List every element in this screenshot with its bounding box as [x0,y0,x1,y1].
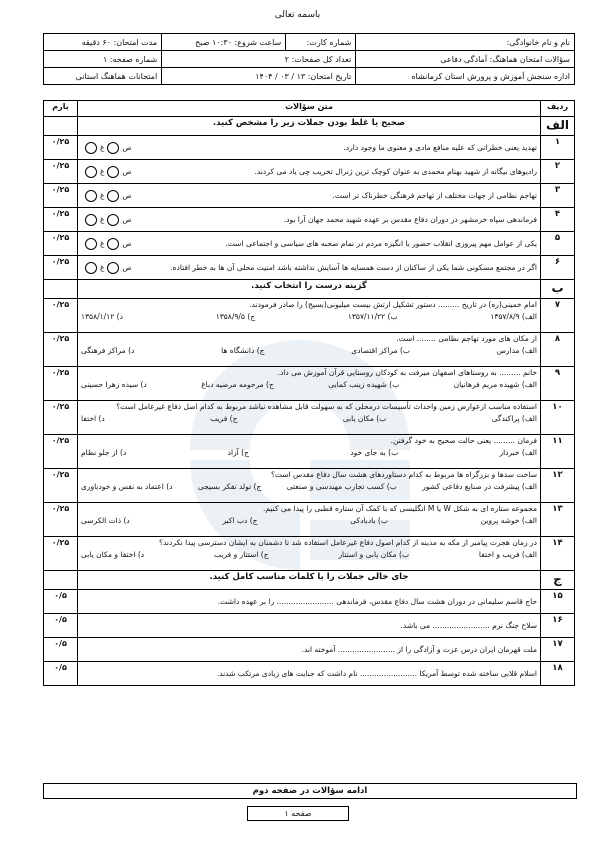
question-score: ۰/۵ [44,662,78,686]
question-score: ۰/۲۵ [44,333,78,367]
question-number: ۷ [541,299,575,333]
question-text: ملت قهرمان ایران درس عزت و آزادگی را از ........................ آموخته اند. [301,645,537,654]
false-choice[interactable] [85,166,97,178]
text-header: متن سؤالات [78,101,541,117]
false-choice[interactable] [85,214,97,226]
question-number: ۱۴ [541,537,575,571]
question-score: ۰/۲۵ [44,184,78,208]
question-score: ۰/۲۵ [44,469,78,503]
question-number: ۴ [541,208,575,232]
question-score: ۰/۵ [44,638,78,662]
false-choice[interactable] [85,262,97,274]
answer-option[interactable]: الف) خبردار [499,448,537,457]
answer-option[interactable]: الف) ۱۳۵۷/۸/۹ [490,312,537,321]
false-label: غ [100,167,105,176]
section-title: گزینه درست را انتخاب کنید. [78,280,541,299]
answer-option[interactable]: ج) دب اکبر [222,516,258,525]
question-score: ۰/۵ [44,614,78,638]
question-text: استفاده مناسب ازعوارض زمین واحداث تأسیسات درمحلی که به سهولت قابل مشاهده نباشد مربوط به کدام اصل دفاع غیرعامل است؟ [116,402,537,411]
question-text-cell [78,401,541,435]
question-text-cell [78,256,541,280]
continue-note: ادامه سؤالات در صفحه دوم [43,783,577,799]
question-text-cell [78,537,541,571]
question-text-cell [78,662,541,686]
true-label: ص [122,143,132,152]
answer-options [81,482,537,491]
answer-options [81,380,537,389]
question-row [44,136,575,160]
answer-option[interactable]: الف) شهیده مریم فرهانیان [453,380,537,389]
answer-option[interactable]: ج) ۱۳۵۸/۹/۵ [215,312,256,321]
question-text-cell [78,469,541,503]
question-row [44,638,575,662]
false-choice[interactable] [85,238,97,250]
section-score-cell [44,117,78,136]
question-score: ۰/۲۵ [44,256,78,280]
question-score: ۰/۲۵ [44,503,78,537]
answer-option[interactable]: الف) خوشه پروین [480,516,537,525]
question-number: ۸ [541,333,575,367]
answer-option[interactable]: ب) کسب تجارب مهندسی و صنعتی [286,482,397,491]
true-label: ص [122,239,132,248]
section-score-cell [44,571,78,590]
answer-option[interactable]: د) اعتماد به نفس و خودباوری [81,482,173,491]
question-number: ۱۷ [541,638,575,662]
answer-option[interactable]: الف) پراکندگی [491,414,537,423]
question-score: ۰/۲۵ [44,299,78,333]
question-text: تهدید یعنی خطراتی که علیه منافع مادی و معنوی ما وجود دارد. [343,143,537,152]
true-false-options [85,190,132,202]
false-label: غ [100,215,105,224]
question-number: ۵ [541,232,575,256]
page-number: شماره صفحه: ۱ [44,51,162,68]
true-label: ص [122,215,132,224]
question-number: ۹ [541,367,575,401]
question-number: ۶ [541,256,575,280]
question-score: ۰/۲۵ [44,160,78,184]
true-label: ص [122,191,132,200]
question-row [44,256,575,280]
question-row [44,160,575,184]
exam-header [43,33,575,85]
question-text-cell [78,160,541,184]
answer-option[interactable]: د) از جلو نظام [81,448,127,457]
true-false-options [85,166,132,178]
question-score: ۰/۲۵ [44,208,78,232]
answer-option[interactable]: ب) ۱۳۵۷/۱۱/۲۲ [347,312,398,321]
false-label: غ [100,239,105,248]
question-text: یکی از عوامل مهم پیروزی انقلاب حضور با انگیزه مردم در تمام صحنه های سیاسی و اجتماعی است. [225,239,537,248]
answer-option[interactable]: ب) شهیده زینب کمایی [328,380,400,389]
answer-option[interactable]: ب) مراکز اقتصادی [351,346,410,355]
answer-option[interactable]: الف) مدارس [496,346,537,355]
question-score: ۰/۲۵ [44,537,78,571]
office: اداره سنجش آموزش و پرورش استان کرمانشاه [356,68,575,85]
true-false-options [85,142,132,154]
exam-type: امتحانات هماهنگ استانی [44,68,162,85]
true-choice[interactable] [107,262,119,274]
answer-option[interactable]: د) ذات الکرسی [81,516,130,525]
answer-option[interactable]: د) ۱۳۵۸/۱/۱۲ [81,312,123,321]
question-text-cell [78,435,541,469]
answer-options [81,414,537,423]
false-label: غ [100,191,105,200]
question-row [44,590,575,614]
answer-option[interactable]: د) مراکز فرهنگی [81,346,135,355]
question-score: ۰/۲۵ [44,435,78,469]
answer-option[interactable]: ج) تولد تفکر بسیجی [197,482,262,491]
question-text: فرماندهی سپاه خرمشهر در دوران دفاع مقدس بر عهده شهید محمد جهان آرا بود. [283,215,537,224]
question-text-cell [78,367,541,401]
answer-options [81,516,537,525]
name-label: نام و نام خانوادگی: [356,34,575,51]
question-text: فرمان ......... یعنی حالت صحیح به خود گرفتن. [390,436,537,445]
start-time: ساعت شروع: ۱۰:۳۰ صبح [162,34,286,51]
answer-options [81,346,537,355]
false-choice[interactable] [85,190,97,202]
true-choice[interactable] [107,142,119,154]
section-title: صحیح یا غلط بودن جملات زیر را مشخص کنید. [78,117,541,136]
question-row [44,208,575,232]
question-row [44,184,575,208]
question-text: اگر در مجتمع مسکونی شما یکی از ساکنان از دست همسایه ها آسایش نداشته باشد امنیت محلی آن ها به خطر افتاده. [170,263,537,272]
question-text: از مکان های مورد تهاجم نظامی ........ است. [396,334,537,343]
question-text-cell [78,638,541,662]
question-number: ۱۰ [541,401,575,435]
answer-option[interactable]: ب) مکان یابی [342,414,387,423]
answer-option[interactable]: ج) استتار و فریب [214,550,269,559]
true-choice[interactable] [107,166,119,178]
score-header: بارم [44,101,78,117]
question-number: ۱۶ [541,614,575,638]
false-choice[interactable] [85,142,97,154]
question-number: ۱۸ [541,662,575,686]
question-text-cell [78,232,541,256]
total-pages: تعداد کل صفحات: ۲ [162,51,356,68]
answer-option[interactable]: ج) آزاد [227,448,249,457]
question-text: مجموعه ستاره ای به شکل W یا M انگلیسی که با کمک آن ستاره قطبی را پیدا می کنیم. [263,504,537,513]
question-score: ۰/۲۵ [44,401,78,435]
question-row [44,469,575,503]
question-text: حاج قاسم سلیمانی در دوران هشت سال دفاع مقدس، فرماندهی ........................ را بر عهده داشت. [217,597,537,606]
question-text: رادیوهای بیگانه از شهید بهنام محمدی به عنوان کوچک ترین ژنرال تخریب چی یاد می کردند. [254,167,537,176]
answer-option[interactable]: ب) به جای خود [350,448,399,457]
exam-date: تاریخ امتحان: ۱۳ / ۰۳ / ۱۴۰۴ [162,68,356,85]
question-score: ۰/۵ [44,590,78,614]
section-letter: ج [541,571,575,590]
question-text: تهاجم نظامی از جهات مختلف از تهاجم فرهنگی خطرناک تر است. [332,191,537,200]
question-text: امام خمینی(ره) در تاریخ ......... دستور تشکیل ارتش بیست میلیونی(بسیج) را صادر فرمودند. [249,300,537,309]
true-false-options [85,214,132,226]
question-score: ۰/۲۵ [44,367,78,401]
question-row [44,435,575,469]
answer-option[interactable]: الف) فریب و اختفا [478,550,537,559]
question-number: ۳ [541,184,575,208]
question-text: ساخت سدها و بزرگراه ها مربوط به کدام دستاوردهای هشت سال دفاع مقدس است؟ [270,470,537,479]
answer-options [81,550,537,559]
question-score: ۰/۲۵ [44,136,78,160]
true-choice[interactable] [107,190,119,202]
row-header: ردیف [541,101,575,117]
question-text: سلاح جنگ نرم ........................ می باشد. [400,621,537,630]
question-row [44,614,575,638]
true-choice[interactable] [107,214,119,226]
section-letter: ب [541,280,575,299]
false-label: غ [100,143,105,152]
page-heading: باسمه تعالی [274,10,321,20]
answer-option[interactable]: د) اختفا و مکان یابی [81,550,145,559]
question-text: در زمان هجرت پیامبر از مکه به مدینه از کدام اصول دفاع غیرعامل استفاده شد تا دشمنان به ایشان دسترسی پیدا نکردند؟ [158,538,537,547]
question-number: ۱۳ [541,503,575,537]
question-text-cell [78,184,541,208]
question-row [44,367,575,401]
card-number: شماره کارت: [286,34,356,51]
questions-table [43,100,575,686]
question-text: خانم ......... به روستاهای اصفهان میرفت به کودکان روستایی قرآن آموزش می داد. [277,368,537,377]
section-title: جای خالی جملات را با کلمات مناسب کامل کنید. [78,571,541,590]
answer-options [81,312,537,321]
answer-option[interactable]: الف) پیشرفت در صنایع دفاعی کشور [422,482,537,491]
answer-option[interactable]: د) اختفا [81,414,105,423]
question-text-cell [78,333,541,367]
section-score-cell [44,280,78,299]
question-number: ۲ [541,160,575,184]
question-number: ۱۲ [541,469,575,503]
true-false-options [85,238,132,250]
answer-option[interactable]: ج) مرحومه مرضیه دباغ [201,380,274,389]
true-false-options [85,262,132,274]
subject: سؤالات امتحان هماهنگ: آمادگی دفاعی [356,51,575,68]
false-label: غ [100,263,105,272]
question-number: ۱۱ [541,435,575,469]
question-score: ۰/۲۵ [44,232,78,256]
question-row [44,537,575,571]
question-text-cell [78,299,541,333]
true-choice[interactable] [107,238,119,250]
answer-option[interactable]: ب) بادبادکی [350,516,388,525]
question-row [44,662,575,686]
true-label: ص [122,263,132,272]
answer-option[interactable]: ج) دانشگاه ها [221,346,265,355]
question-number: ۱۵ [541,590,575,614]
answer-option[interactable]: ج) فریب [210,414,238,423]
page-footer: صفحه ۱ [247,806,349,821]
question-row [44,503,575,537]
question-text-cell [78,136,541,160]
question-row [44,299,575,333]
true-label: ص [122,167,132,176]
answer-option[interactable]: د) سیده زهرا حسینی [81,380,147,389]
question-text-cell [78,208,541,232]
question-text: اسلام قلابی ساخته شده توسط آمریکا ........................ نام داشت که جنایت های زیادی مرتکب شدند. [216,669,537,678]
question-text-cell [78,590,541,614]
question-text-cell [78,503,541,537]
question-number: ۱ [541,136,575,160]
question-row [44,401,575,435]
question-text-cell [78,614,541,638]
question-row [44,333,575,367]
answer-options [81,448,537,457]
section-letter: الف [541,117,575,136]
question-row [44,232,575,256]
duration: مدت امتحان: ۶۰ دقیقه [44,34,162,51]
answer-option[interactable]: ب) مکان یابی و استتار [338,550,410,559]
